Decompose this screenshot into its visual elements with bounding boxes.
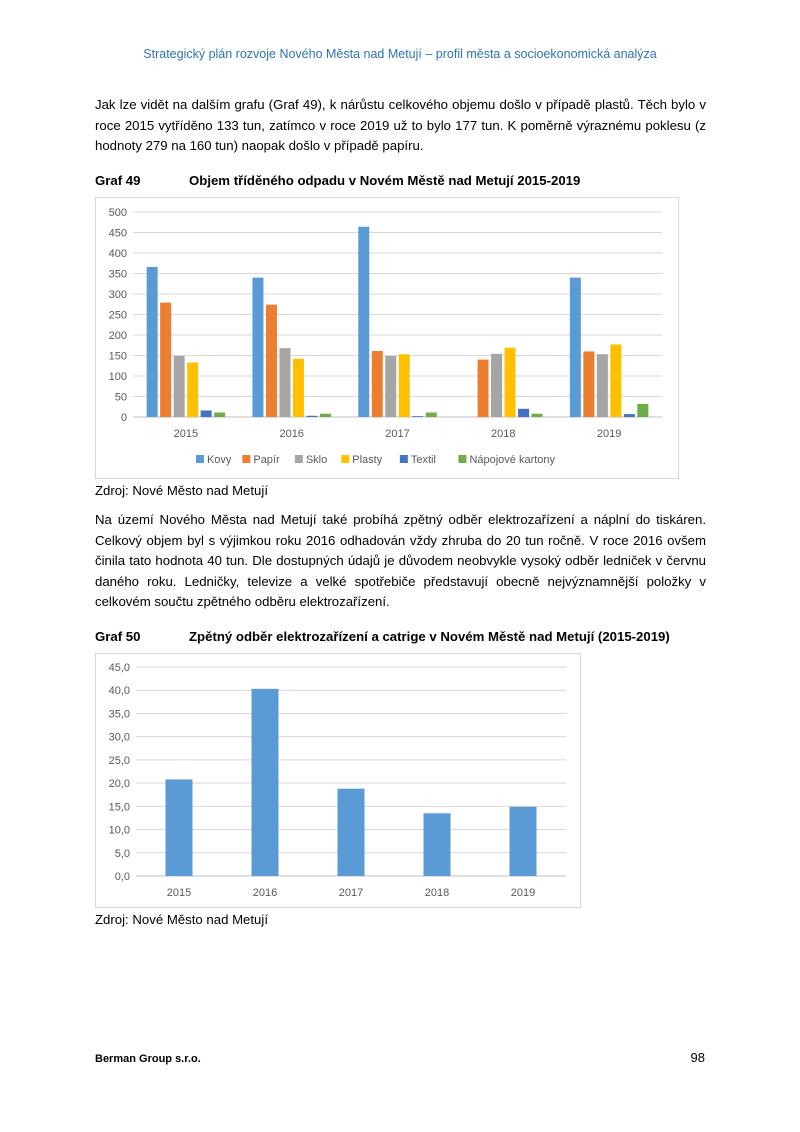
bar [637,404,648,417]
y-tick-label: 300 [108,289,127,301]
figure-source-graf-49: Zdroj: Nové Město nad Metují [95,483,268,498]
bar [491,354,502,417]
legend-swatch [196,455,204,463]
bar [160,303,171,417]
running-header: Strategický plán rozvoje Nového Města nad Metují – profil města a socioekonomická analýza [143,47,657,61]
x-tick-label: 2016 [252,887,278,899]
x-tick-label: 2018 [491,428,516,440]
y-tick-label: 350 [108,268,127,281]
bar [306,416,317,417]
y-tick-label: 100 [108,371,127,383]
bar [166,779,193,876]
bar [293,359,304,417]
legend-label: Textil [410,454,436,466]
legend-swatch [242,455,250,463]
y-tick-label: 5,0 [114,847,130,860]
legend-label: Kovy [206,454,232,466]
legend-label: Plasty [352,454,383,466]
bar [320,414,331,417]
bar [252,278,263,417]
bar [279,348,290,417]
y-tick-label: 150 [108,350,127,363]
y-tick-label: 10,0 [108,824,130,837]
x-tick-label: 2015 [173,428,199,440]
bar [624,414,635,417]
bar [399,354,410,417]
legend-label: Nápojové kartony [469,454,556,466]
x-tick-label: 2019 [596,428,622,440]
y-tick-label: 30,0 [108,731,130,744]
electro-return-chart [96,654,580,907]
y-tick-label: 0,0 [114,871,130,883]
bar [147,267,158,417]
bar [583,351,594,417]
bar [266,305,277,417]
bar [570,278,581,417]
bar [532,414,543,417]
x-tick-label: 2016 [279,428,304,440]
bar [358,227,369,417]
x-tick-label: 2018 [424,887,450,899]
bar [214,412,225,417]
y-tick-label: 45,0 [108,662,130,674]
bar [510,807,537,876]
y-tick-label: 200 [108,330,127,342]
y-tick-label: 500 [108,207,127,219]
legend-swatch [341,455,349,463]
bar [385,356,396,417]
legend-label: Sklo [305,454,328,466]
legend-swatch [400,455,408,463]
figure-title: Zpětný odběr elektrozařízení a catrige v Novém Městě nad Metují (2015-2019) [189,629,670,644]
bar [610,344,621,417]
bar [201,410,212,417]
y-tick-label: 450 [108,227,127,240]
x-tick-label: 2017 [338,887,364,899]
bar [518,409,529,417]
paragraph-plastics: Jak lze vidět na dalším grafu (Graf 49), k nárůstu celkového objemu došlo v případě plastů. Těch bylo v roce 2015 vytříděno 133 tun, zatímco v roce 2019 už to bylo 177 tun. K poměrně výraznému poklesu (z hodnoty 279 na 160 tun) naopak došlo v případě papíru. [95,97,706,153]
page-number: 98 [690,1050,705,1065]
waste-volume-chart [96,198,678,478]
y-tick-label: 250 [108,309,127,322]
figure-source-graf-50: Zdroj: Nové Město nad Metují [95,912,268,927]
figure-number: Graf 49 [95,173,141,188]
y-tick-label: 15,0 [108,801,130,814]
legend-swatch [458,455,466,463]
y-tick-label: 25,0 [108,754,130,767]
bar [252,689,279,876]
y-tick-label: 0 [120,412,127,424]
bar [338,789,365,876]
legend-swatch [295,455,303,463]
bar [174,356,185,417]
y-tick-label: 50 [114,391,127,404]
legend-label: Papír [253,454,280,466]
x-tick-label: 2017 [385,428,410,440]
paragraph-electro-waste: Na území Nového Města nad Metují také probíhá zpětný odběr elektrozařízení a náplní do tiskáren. Celkový objem byl s výjimkou roku 2016 odhadován vždy zhruba do 20 tun ročně. V roce 2016 ovšem činila tato hodnota 40 tun. Dle dostupných údajů je důvodem neobvykle vysoký odběr ledniček v červnu daného roku. Ledničky, televize a velké spotřebiče představují obecně nejvýznamnější položky v celkovém součtu zpětného odběru elektrozařízení. [95,512,706,609]
bar [478,360,489,417]
footer-company: Berman Group s.r.o. [95,1053,201,1065]
bar [372,351,383,417]
y-tick-label: 20,0 [108,778,130,791]
y-tick-label: 400 [108,248,127,260]
y-tick-label: 40,0 [108,685,130,698]
x-tick-label: 2015 [166,887,192,899]
bar [597,354,608,417]
y-tick-label: 35,0 [108,708,130,721]
chart-graf-50 [95,653,581,908]
bar [505,348,516,417]
bar [412,416,423,417]
figure-caption-graf-50 [95,629,670,644]
figure-number: Graf 50 [95,629,141,644]
bar [424,813,451,876]
chart-graf-49 [95,197,679,479]
bar [187,362,198,417]
figure-title: Objem tříděného odpadu v Novém Městě nad Metují 2015-2019 [189,173,581,188]
figure-caption-graf-49 [95,173,580,188]
x-tick-label: 2019 [510,887,536,899]
bar [426,412,437,417]
